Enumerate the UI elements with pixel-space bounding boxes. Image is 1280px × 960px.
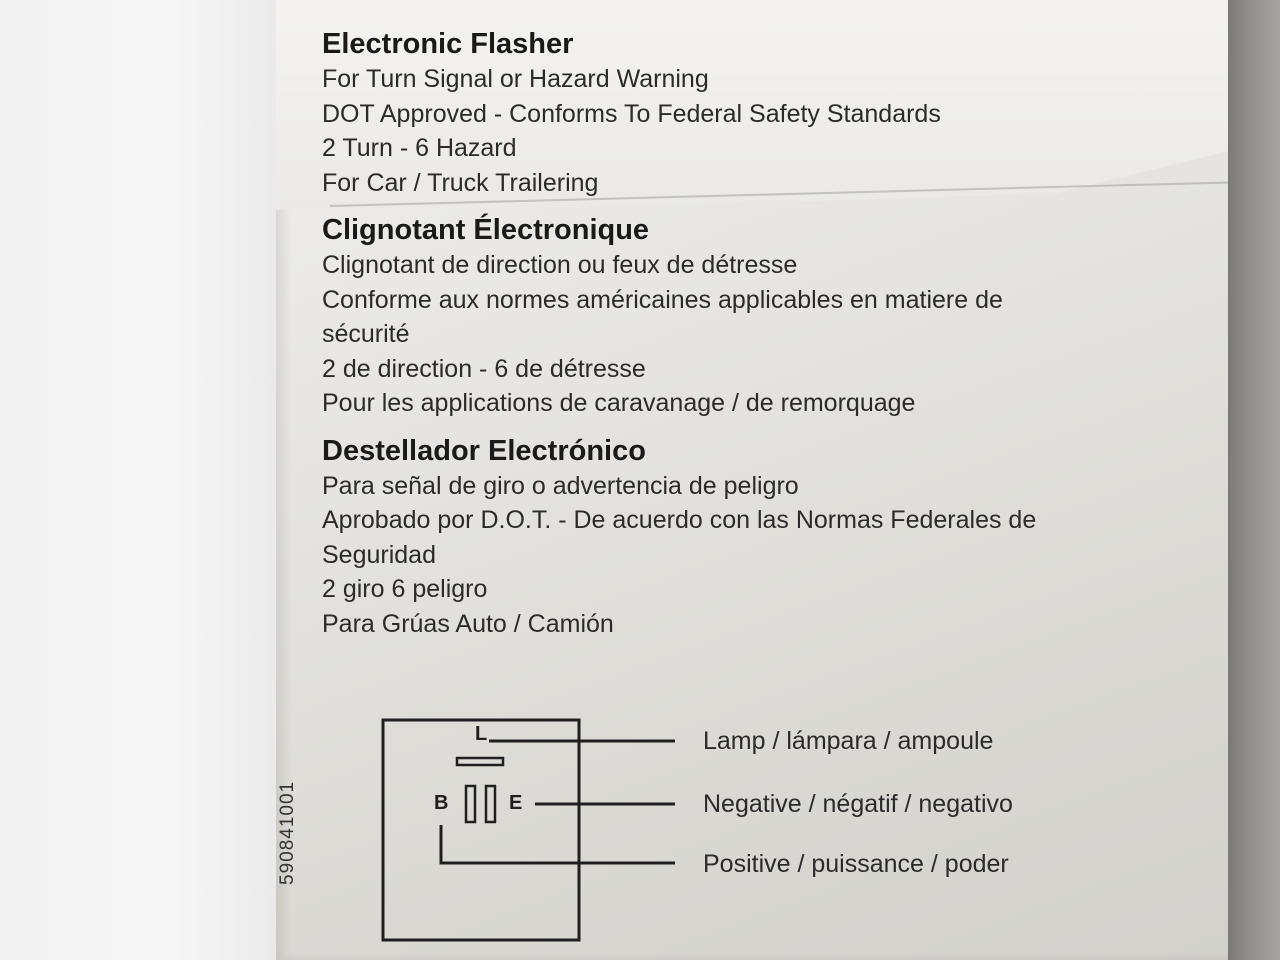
spanish-line: Para Grúas Auto / Camión bbox=[322, 609, 614, 638]
terminal-l-label: L bbox=[475, 723, 488, 745]
terminal-b-label: B bbox=[434, 792, 449, 814]
english-line: For Car / Truck Trailering bbox=[322, 168, 599, 197]
lamp-label: Lamp / lámpara / ampoule bbox=[703, 727, 994, 755]
spanish-line: Aprobado por D.O.T. - De acuerdo con las Normas Federales de bbox=[322, 506, 1037, 534]
french-line: sécurité bbox=[322, 320, 410, 348]
french-line: Clignotant de direction ou feux de détresse bbox=[322, 251, 798, 279]
spanish-section bbox=[322, 433, 1202, 642]
french-title: Clignotant Électronique bbox=[322, 214, 650, 246]
french-line: Pour les applications de caravanage / de remorquage bbox=[322, 389, 916, 417]
spanish-line: Para señal de giro o advertencia de peligro bbox=[322, 471, 799, 500]
terminal-l-blade bbox=[457, 758, 503, 765]
french-section bbox=[322, 212, 1202, 421]
french-line: Conforme aux normes américaines applicables en matiere de bbox=[322, 285, 1003, 314]
spanish-line: 2 giro 6 peligro bbox=[322, 575, 488, 603]
english-line: DOT Approved - Conforms To Federal Safety Standards bbox=[322, 99, 941, 128]
background-right bbox=[1228, 0, 1280, 960]
positive-wire bbox=[441, 825, 675, 863]
english-section bbox=[322, 26, 1202, 200]
terminal-e-blade bbox=[486, 786, 495, 822]
negative-label: Negative / négatif / negativo bbox=[703, 790, 1013, 818]
spanish-title: Destellador Electrónico bbox=[322, 434, 646, 467]
english-line: For Turn Signal or Hazard Warning bbox=[322, 65, 709, 93]
english-title: Electronic Flasher bbox=[322, 28, 574, 60]
terminal-e-label: E bbox=[509, 792, 523, 814]
part-number: 590841001 bbox=[277, 780, 298, 885]
terminal-b-blade bbox=[466, 786, 475, 822]
wiring-diagram bbox=[375, 710, 1055, 950]
flasher-housing bbox=[383, 720, 579, 940]
spanish-line: Seguridad bbox=[322, 540, 436, 569]
product-text bbox=[322, 26, 1202, 645]
french-line: 2 de direction - 6 de détresse bbox=[322, 354, 646, 383]
english-line: 2 Turn - 6 Hazard bbox=[322, 134, 517, 162]
positive-label: Positive / puissance / poder bbox=[703, 850, 1009, 878]
background-left bbox=[0, 0, 276, 960]
